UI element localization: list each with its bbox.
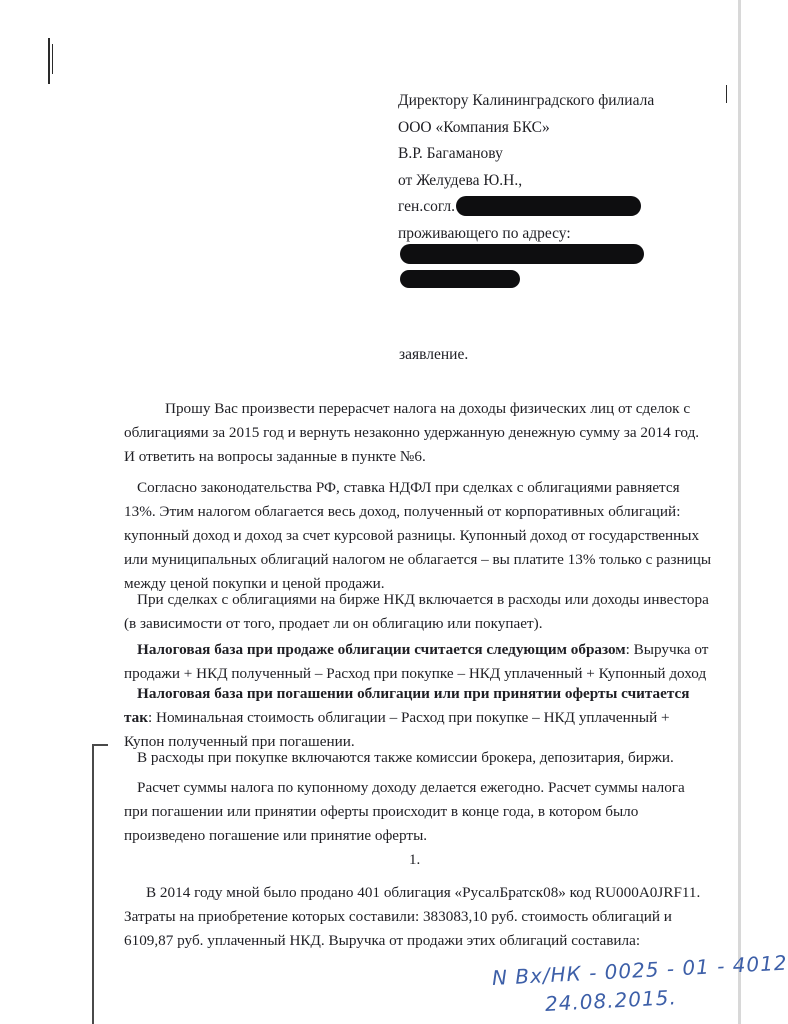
addressee-line: ООО «Компания БКС» xyxy=(398,118,550,136)
text-line: В расходы при покупке включаются также комиссии брокера, депозитария, биржи. xyxy=(137,749,674,766)
text-line: И ответить на вопросы заданные в пункте №6. xyxy=(124,448,426,465)
text-line: При сделках с облигациями на бирже НКД включается в расходы или доходы инвестора xyxy=(137,591,709,608)
sender-line: от Желудева Ю.Н., xyxy=(398,171,523,189)
text-fragment: : Выручка от xyxy=(625,641,709,658)
bold-text: Налоговая база при продаже облигации считается следующим образом xyxy=(137,641,626,658)
addressee-line: В.Р. Багаманову xyxy=(398,145,503,162)
text-line: при погашении или принятии оферты происходит в конце года, в котором было xyxy=(124,803,639,820)
text-line: Прошу Вас произвести перерасчет налога на доходы физических лиц от сделок с xyxy=(165,400,691,417)
text-line: 13%. Этим налогом облагается весь доход, полученный от корпоративных облигаций: xyxy=(124,503,681,520)
paragraph-request xyxy=(124,397,699,469)
text-line: В 2014 году мной было продано 401 облигация «РусалБратск08» код RU000A0JRF11. xyxy=(146,884,701,901)
text-line: Затраты на приобретение которых составили: 383083,10 руб. стоимость облигаций и xyxy=(124,908,672,925)
agreement-line: ген.согл. xyxy=(398,198,456,215)
paragraph-tax-base-sale xyxy=(124,638,709,686)
text-line: Купон полученный при погашении. xyxy=(124,733,355,750)
text-line: произведено погашение или принятие оферты. xyxy=(124,827,428,844)
paragraph-tax-base-redemption xyxy=(124,682,699,754)
paragraph-sale-2014 xyxy=(124,881,699,953)
scan-edge-mark xyxy=(52,44,53,74)
handwritten-date: 24.08.2015. xyxy=(544,985,678,1016)
address-label: проживающего по адресу: xyxy=(398,224,571,242)
text-line: купонный доход и доход за счет курсовой разницы. Купонный доход от государственных xyxy=(124,527,700,544)
redaction-bar xyxy=(456,196,641,216)
text-line: облигациями за 2015 год и вернуть незаконно удержанную денежную сумму за 2014 год. xyxy=(124,424,700,441)
paragraph-calculation xyxy=(124,776,699,848)
section-number: 1. xyxy=(409,852,421,868)
redaction-bar xyxy=(400,244,644,264)
text-line: Расчет суммы налога по купонному доходу делается ежегодно. Расчет суммы налога xyxy=(137,779,685,796)
scan-edge-mark xyxy=(48,38,50,84)
text-line: Согласно законодательства РФ, ставка НДФЛ при сделках с облигациями равняется xyxy=(137,479,680,496)
text-line: 6109,87 руб. уплаченный НКД. Выручка от продажи этих облигаций составила: xyxy=(124,932,641,949)
text-fragment: : Номинальная стоимость облигации – Расход при покупке – НКД уплаченный + xyxy=(148,709,670,726)
bold-text: Налоговая база при погашении облигации или при принятии оферты считается xyxy=(137,685,690,702)
text-line: между ценой покупки и ценой продажи. xyxy=(124,575,385,592)
paragraph-nkd xyxy=(124,588,709,636)
addressee-line: Директору Калининградского филиала xyxy=(398,92,655,109)
paragraph-tax-rate xyxy=(124,476,712,596)
paragraph-commissions xyxy=(124,746,699,770)
text-line: или муниципальных облигаций налогом не облагается – вы платите 13% только с разницы xyxy=(124,551,712,568)
document-title: заявление. xyxy=(399,346,469,363)
text-line: (в зависимости от того, продает ли он облигацию или покупает). xyxy=(124,615,543,632)
text-line: продажи + НКД полученный – Расход при покупке – НКД уплаченный + Купонный доход xyxy=(124,665,707,682)
handwritten-registration-number: N Вх/НК - 0025 - 01 - 4012 xyxy=(491,950,788,990)
addressee-block xyxy=(398,88,728,247)
scan-edge-mark xyxy=(738,0,741,1024)
redaction-bar xyxy=(400,270,520,288)
margin-bracket xyxy=(92,744,108,1024)
bold-text: так xyxy=(124,709,148,726)
